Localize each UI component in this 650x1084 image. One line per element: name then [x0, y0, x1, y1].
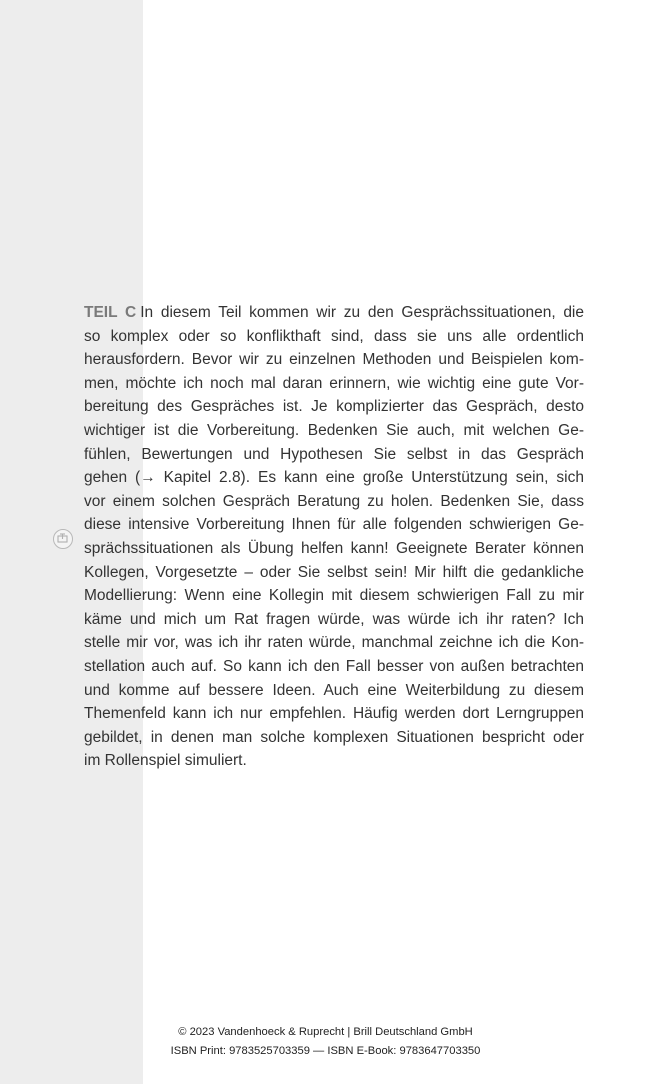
paragraph-line: gebildet, in denen man solche komplexen Situationen bespricht oder: [84, 728, 584, 746]
paragraph-line: sprächssituationen als Übung helfen kann! Geeignete Berater können: [84, 539, 584, 557]
paragraph-line: herausfordern. Bevor wir zu einzelnen Methoden und Beispielen kom-: [84, 351, 584, 369]
paragraph-line: wichtiger ist die Vorbereitung. Bedenken Sie auch, mit welchen Ge-: [84, 421, 584, 439]
paragraph-line: vor einem solchen Gespräch Beratung zu holen. Bedenken Sie, dass: [84, 492, 584, 510]
exercise-marker-icon[interactable]: [53, 529, 73, 549]
paragraph-line: käme und mich um Rat fragen würde, was würde ich ihr raten? Ich: [84, 610, 584, 628]
paragraph-line: Themenfeld kann ich nur empfehlen. Häufig werden dort Lerngruppen: [84, 705, 584, 723]
footer-copyright: © 2023 Vandenhoeck & Ruprecht | Brill Deutschland GmbH: [178, 1026, 473, 1038]
paragraph-line: [84, 301, 584, 325]
section-label: TEIL C: [84, 304, 137, 321]
paragraph-line: Kollegen, Vorgesetzte – oder Sie selbst sein! Mir hilft die gedankliche: [84, 563, 584, 581]
paragraph-line: men, möchte ich noch mal daran erinnern, wie wichtig eine gute Vor-: [84, 374, 584, 392]
paragraph-line: und komme auf bessere Ideen. Auch eine Weiterbildung zu diesem: [84, 681, 584, 699]
paragraph-line: diese intensive Vorbereitung Ihnen für alle folgenden schwierigen Ge-: [84, 516, 584, 534]
paragraph-line: so komplex oder so konflikthaft sind, dass sie uns alle ordentlich: [84, 327, 584, 345]
paragraph-line: Modellierung: Wenn eine Kollegin mit diesem schwierigen Fall zu mir: [84, 587, 584, 605]
paragraph-line: stelle mir vor, was ich ihr raten würde, manchmal zeichne ich die Kon-: [84, 634, 584, 652]
body-paragraph: [84, 301, 584, 773]
paragraph-first-text: In diesem Teil kommen wir zu den Gesprächssituationen, die: [140, 304, 584, 321]
paragraph-line: im Rollenspiel simuliert.: [84, 752, 247, 770]
paragraph-line: gehen (→ Kapitel 2.8). Es kann eine große Unterstützung sein, sich: [84, 469, 584, 487]
footer-isbn: ISBN Print: 9783525703359 — ISBN E-Book: 9783647703350: [170, 1045, 481, 1057]
paragraph-line: bereitung des Gespräches ist. Je komplizierter das Gespräch, desto: [84, 398, 584, 416]
paragraph-line: fühlen, Bewertungen und Hypothesen Sie selbst in das Gespräch: [84, 445, 584, 463]
paragraph-line: stellation auch auf. So kann ich den Fall besser von außen betrachten: [84, 657, 584, 675]
